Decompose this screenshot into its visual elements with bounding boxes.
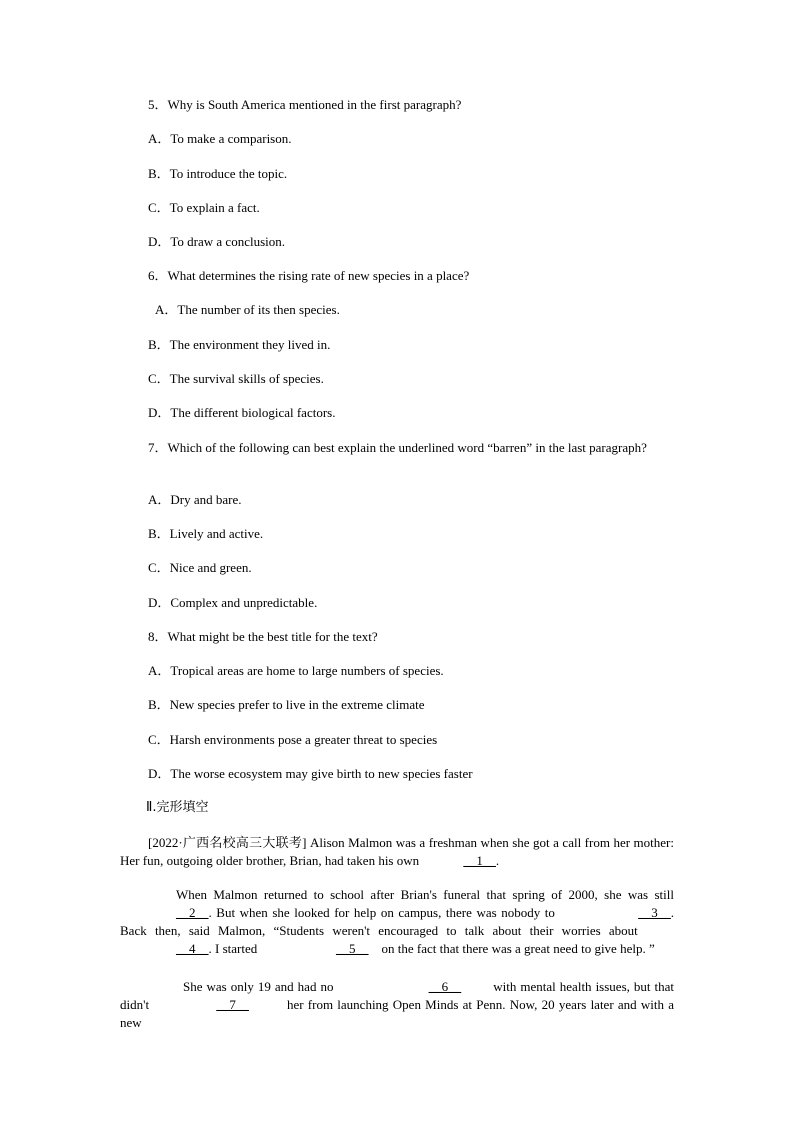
passage-p2-part-b: . But when she looked for help on campus, there was nobody to: [208, 905, 555, 920]
blank-7: __7__: [216, 997, 249, 1012]
blank-3: __3__: [638, 905, 671, 920]
blank-5: __5__: [335, 941, 369, 956]
question-5-option-d: D．To draw a conclusion.: [148, 234, 286, 249]
question-7-stem: 7．Which of the following can best explain the underlined word “barren” in the last paragraph?: [148, 440, 647, 455]
question-6-option-a: A．The number of its then species.: [155, 302, 340, 317]
question-7-option-c: C．Nice and green.: [148, 560, 252, 575]
passage-p2-part-e: on the fact that there was a great need to give help. ”: [381, 941, 655, 956]
passage-p2-part-d: . I started: [208, 941, 258, 956]
passage-p2-part-c: . Back then, said Malmon, “Students weren't encouraged to talk about their worries about: [120, 905, 675, 938]
question-5-option-c: C．To explain a fact.: [148, 200, 260, 215]
question-6-stem: 6．What determines the rising rate of new species in a place?: [148, 268, 470, 283]
blank-2: __2__: [176, 905, 209, 920]
question-8-option-a: A．Tropical areas are home to large numbers of species.: [148, 663, 444, 678]
question-8-stem: 8．What might be the best title for the text?: [148, 629, 378, 644]
question-5-option-b: B．To introduce the topic.: [148, 166, 288, 181]
question-6-option-c: C．The survival skills of species.: [148, 371, 324, 386]
blank-4: __4__: [176, 941, 209, 956]
question-7-option-d: D．Complex and unpredictable.: [148, 595, 318, 610]
question-5-option-a: A．To make a comparison.: [148, 131, 292, 146]
question-8-option-d: D．The worse ecosystem may give birth to new species faster: [148, 766, 473, 781]
question-8-option-c: C．Harsh environments pose a greater threat to species: [148, 732, 438, 747]
passage-paragraph-1: [120, 834, 674, 870]
passage-p1-text: [2022·广西名校高三大联考] Alison Malmon was a freshman when she got a call from her mother: Her fun, outgoing older brother, Brian, had taken his own: [120, 835, 674, 868]
passage-p3-part-b: with mental health issues, but that didn't: [120, 979, 675, 1012]
blank-6: __6__: [428, 979, 462, 994]
passage-paragraph-3: [120, 978, 674, 1032]
question-5-stem: 5．Why is South America mentioned in the first paragraph?: [148, 97, 462, 112]
question-6-option-d: D．The different biological factors.: [148, 405, 336, 420]
blank-1: __1__: [463, 853, 496, 868]
question-8-option-b: B．New species prefer to live in the extreme climate: [148, 697, 425, 712]
passage-p3-part-c: her from launching Open Minds at Penn. Now, 20 years later and with a new: [120, 997, 675, 1030]
passage-p3-part-a: She was only 19 and had no: [183, 979, 334, 994]
question-6-option-b: B．The environment they lived in.: [148, 337, 331, 352]
section-title: Ⅱ.完形填空: [146, 800, 209, 815]
question-7-option-b: B．Lively and active.: [148, 526, 264, 541]
passage-paragraph-2: [120, 886, 674, 958]
question-7-option-a: A．Dry and bare.: [148, 492, 242, 507]
passage-p2-part-a: When Malmon returned to school after Brian's funeral that spring of 2000, she was still: [176, 887, 674, 902]
passage-p1-end: .: [495, 853, 500, 868]
